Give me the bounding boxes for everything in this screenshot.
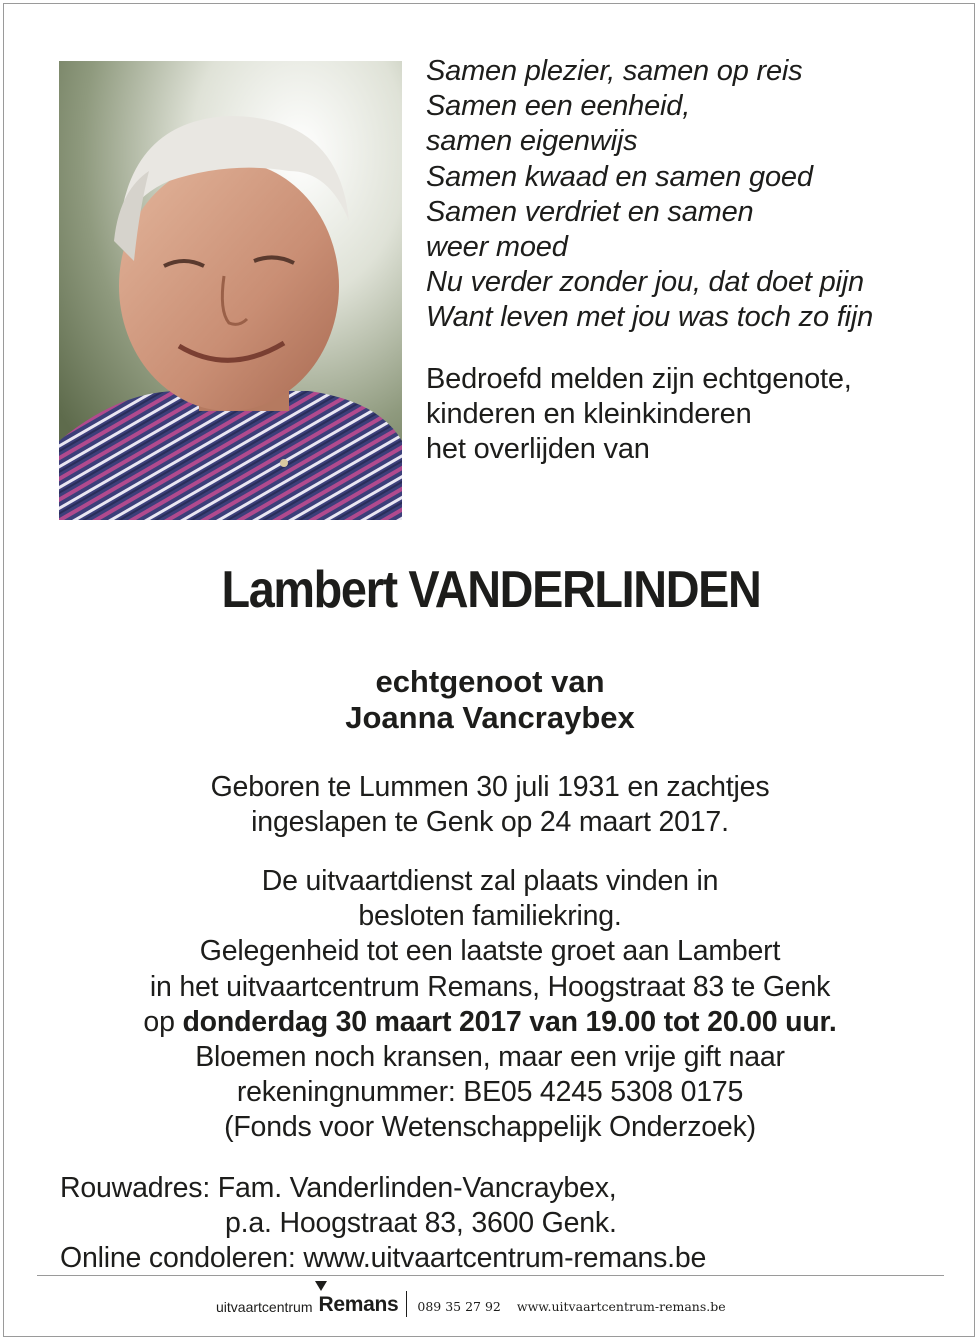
- poem: [426, 54, 873, 336]
- online-condolence-line: Online condoleren: www.uitvaartcentrum-remans.be: [60, 1242, 707, 1275]
- birth-death-info: [0, 770, 980, 840]
- funeral-home-footer: [216, 1293, 726, 1317]
- visitation-time: donderdag 30 maart 2017 van 19.00 tot 20.00 uur.: [182, 1005, 837, 1038]
- portrait-photo: [59, 61, 402, 520]
- born-line: Geboren te Lummen 30 juli 1931 en zachtjes: [210, 771, 770, 803]
- footer-divider: [37, 1275, 944, 1276]
- intro-line: kinderen en kleinkinderen: [426, 398, 752, 431]
- service-line: besloten familiekring.: [358, 900, 622, 933]
- service-line: Bloemen noch kransen, maar een vrije gift naar: [195, 1041, 785, 1074]
- funeral-home-logo: Remans: [318, 1293, 399, 1316]
- bank-account-line: rekeningnummer: BE05 4245 5308 0175: [236, 1076, 744, 1109]
- poem-line: weer moed: [426, 231, 568, 264]
- service-line: De uitvaartdienst zal plaats vinden in: [261, 865, 719, 897]
- poem-line: Want leven met jou was toch zo fijn: [426, 301, 874, 334]
- address-line: p.a. Hoogstraat 83, 3600 Genk.: [225, 1207, 617, 1240]
- visitation-time-line: [0, 1005, 980, 1040]
- spouse-name: Joanna Vancraybex: [345, 700, 635, 735]
- intro-line: Bedroefd melden zijn echtgenote,: [426, 363, 852, 395]
- spouse-info: [0, 664, 980, 736]
- funeral-service-info: [0, 864, 980, 1146]
- announcement-intro: [426, 362, 852, 468]
- spouse-relation: echtgenoot van: [375, 664, 605, 699]
- poem-line: samen eigenwijs: [426, 125, 638, 158]
- service-line: (Fonds voor Wetenschappelijk Onderzoek): [224, 1111, 756, 1144]
- poem-line: Samen plezier, samen op reis: [426, 55, 803, 87]
- service-line: in het uitvaartcentrum Remans, Hoogstraat 83 te Genk: [149, 970, 831, 1003]
- address-line: Rouwadres: Fam. Vanderlinden-Vancraybex,: [60, 1172, 617, 1204]
- footer-prefix: uitvaartcentrum: [216, 1299, 313, 1315]
- intro-line: het overlijden van: [426, 433, 650, 466]
- footer-separator: [406, 1291, 407, 1317]
- deceased-name: Lambert VANDERLINDEN: [221, 561, 761, 619]
- footer-phone: 089 35 27 92: [417, 1299, 501, 1314]
- visitation-prefix: op: [143, 1005, 183, 1038]
- mourning-address: [60, 1171, 706, 1277]
- poem-line: Nu verder zonder jou, dat doet pijn: [426, 266, 864, 299]
- poem-line: Samen een eenheid,: [426, 90, 691, 123]
- born-line: ingeslapen te Genk op 24 maart 2017.: [251, 806, 729, 839]
- triangle-down-icon: [315, 1281, 327, 1291]
- service-line: Gelegenheid tot een laatste groet aan Lambert: [199, 935, 781, 968]
- poem-line: Samen kwaad en samen goed: [426, 160, 813, 193]
- footer-website: www.uitvaartcentrum-remans.be: [516, 1299, 726, 1314]
- poem-line: Samen verdriet en samen: [426, 195, 754, 228]
